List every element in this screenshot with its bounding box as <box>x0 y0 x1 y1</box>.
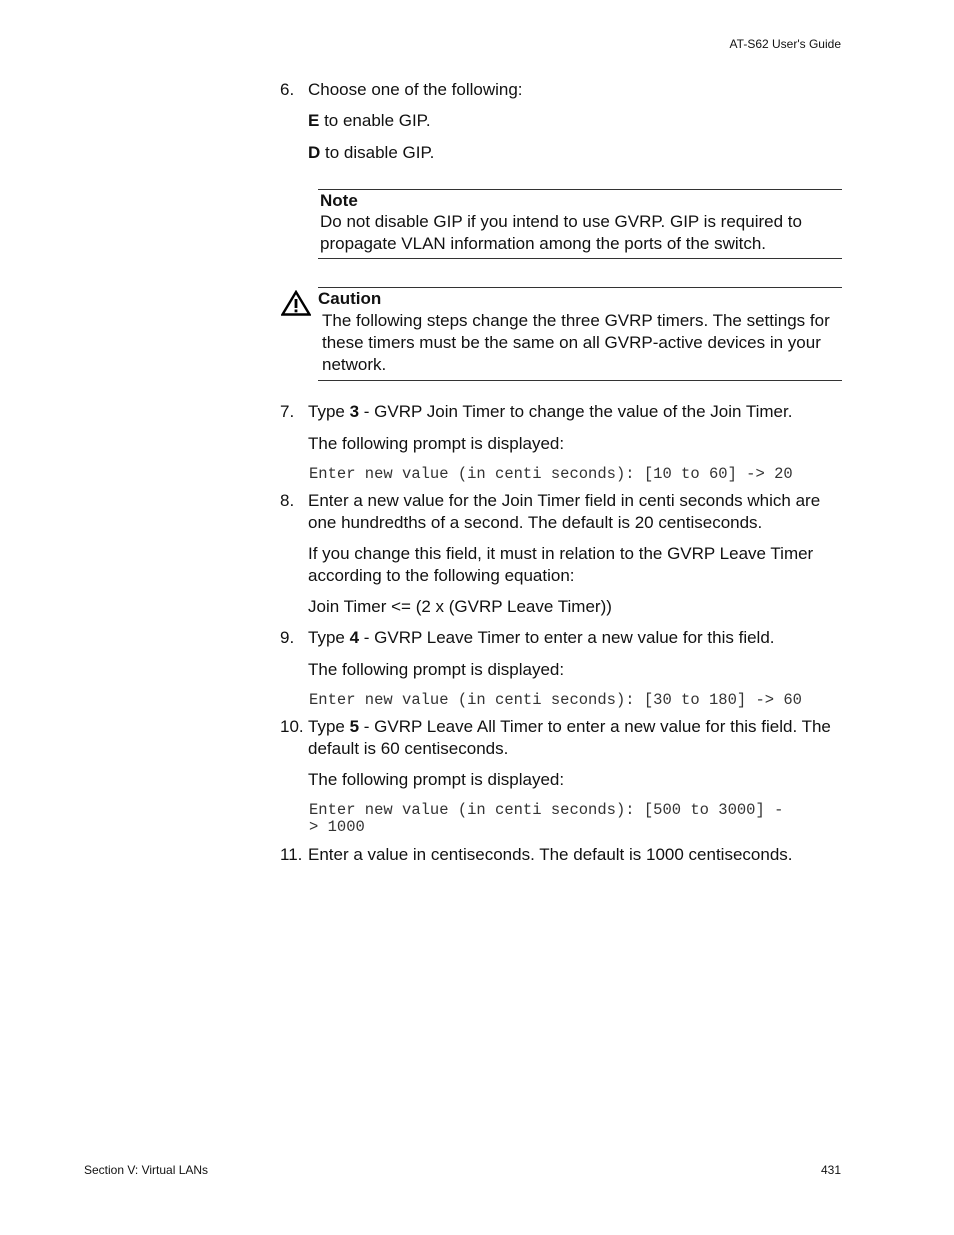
note-body: Do not disable GIP if you intend to use GVRP. GIP is required to propagate VLAN information among the ports of the switch. <box>320 212 802 253</box>
caution-title: Caution <box>318 289 382 308</box>
step-11 <box>280 844 842 866</box>
step-text: Enter a new value for the Join Timer field in centi seconds which are one hundredths of a second. The default is 20 centiseconds. <box>308 491 821 532</box>
step-number: 11. <box>280 845 303 864</box>
step-number: 7. <box>280 402 295 421</box>
step-text: Type <box>308 628 350 647</box>
step-9 <box>280 627 842 649</box>
warning-triangle-icon <box>281 290 311 316</box>
step-10 <box>280 716 842 760</box>
step-text: Type <box>308 402 350 421</box>
code-prompt: Enter new value (in centi seconds): [10 to 60] -> 20 <box>309 465 793 483</box>
caution-body: The following steps change the three GVRP timers. The settings for these timers must be the same on all GVRP-active devices in your network. <box>322 311 830 374</box>
step-text: - GVRP Leave Timer to enter a new value for this field. <box>359 628 775 647</box>
menu-key: 5 <box>349 717 360 736</box>
step-text: - GVRP Leave All Timer to enter a new value for this field. The default is 60 centiseconds. <box>308 717 831 758</box>
prompt-label: The following prompt is displayed: <box>308 770 565 789</box>
menu-key: 3 <box>349 402 360 421</box>
step-number: 6. <box>280 80 295 99</box>
code-prompt: Enter new value (in centi seconds): [500 to 3000] - > 1000 <box>309 801 784 836</box>
step-text: - GVRP Join Timer to change the value of the Join Timer. <box>359 402 793 421</box>
code-prompt: Enter new value (in centi seconds): [30 to 180] -> 60 <box>309 691 802 709</box>
page-number: 431 <box>820 1163 841 1177</box>
footer-section: Section V: Virtual LANs <box>84 1163 209 1177</box>
menu-key: 4 <box>349 628 360 647</box>
option-text: to enable GIP. <box>319 111 431 130</box>
prompt-label: The following prompt is displayed: <box>308 434 565 453</box>
step-number: 10. <box>280 717 304 736</box>
step-6 <box>280 79 842 101</box>
step-8 <box>280 490 842 534</box>
note-title: Note <box>320 191 358 210</box>
running-header: AT-S62 User's Guide <box>729 37 841 51</box>
step-paragraph: If you change this field, it must in relation to the GVRP Leave Timer according to the following equation: <box>308 544 814 585</box>
step-7 <box>280 401 842 423</box>
option-text: to disable GIP. <box>320 143 435 162</box>
step-text: Enter a value in centiseconds. The default is 1000 centiseconds. <box>308 845 793 864</box>
step-number: 9. <box>280 628 295 647</box>
option-enable <box>308 110 842 132</box>
step-number: 8. <box>280 491 295 510</box>
option-key: D <box>308 143 321 162</box>
step-text: Choose one of the following: <box>308 80 523 99</box>
equation: Join Timer <= (2 x (GVRP Leave Timer)) <box>308 597 612 616</box>
step-text: Type <box>308 717 350 736</box>
option-key: E <box>308 111 320 130</box>
prompt-label: The following prompt is displayed: <box>308 660 565 679</box>
option-disable <box>308 142 842 164</box>
